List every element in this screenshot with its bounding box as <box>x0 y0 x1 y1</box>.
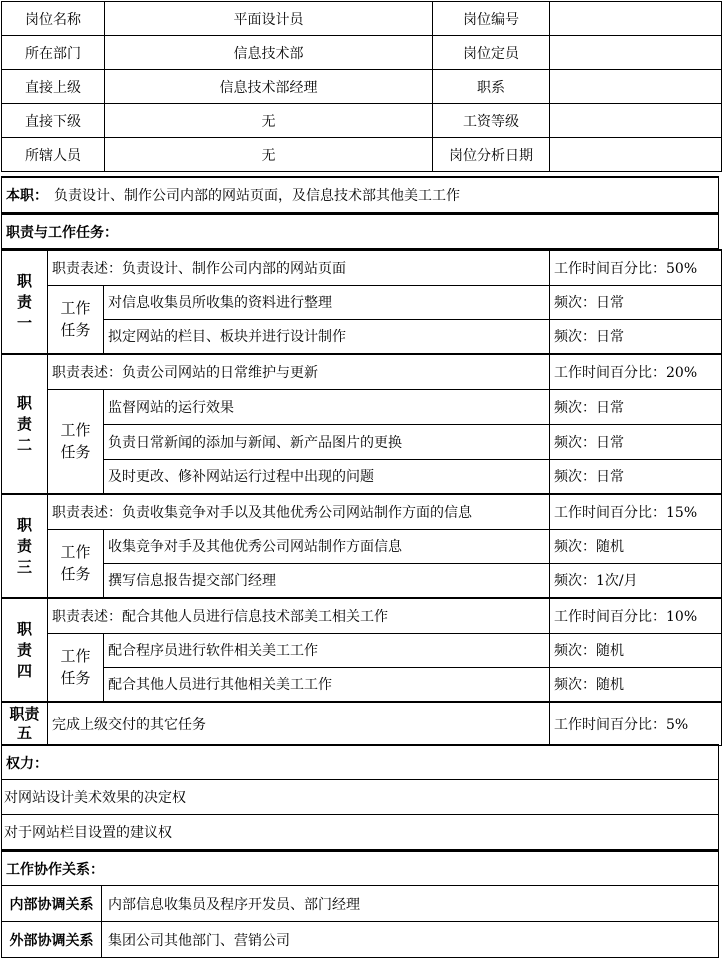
duty-3-label: 职 责 三 <box>2 494 48 598</box>
salary-grade-label: 工资等级 <box>433 104 550 138</box>
subordinate-value: 无 <box>105 104 433 138</box>
table-row <box>2 70 722 104</box>
table-row <box>2 2 722 36</box>
staff-label: 所辖人员 <box>2 138 105 172</box>
table-row <box>2 667 722 702</box>
headcount-value <box>550 36 722 70</box>
duty-4-task-2: 配合其他人员进行其他相关美工工作 <box>104 667 550 702</box>
duty-1-task-label: 工作 任务 <box>48 285 104 354</box>
internal-relations-row <box>1 886 719 922</box>
duty-4-desc: 职责表述：配合其他人员进行信息技术部美工相关工作 <box>48 598 550 633</box>
duty-2-task-3: 及时更改、修补网站运行过程中出现的问题 <box>104 459 550 494</box>
duties-heading-text: 职责与工作任务： <box>6 224 118 241</box>
subordinate-label: 直接下级 <box>2 104 105 138</box>
relations-heading <box>1 850 719 886</box>
internal-relations-text: 内部信息收集员及程序开发员、部门经理 <box>108 896 360 913</box>
table-row <box>2 138 722 172</box>
duty-2-label: 职 责 二 <box>2 354 48 494</box>
authority-item-1-text: 对网站设计美术效果的决定权 <box>4 790 186 806</box>
supervisor-value: 信息技术部经理 <box>105 70 433 104</box>
job-title-value: 平面设计员 <box>105 2 433 36</box>
job-title-label: 岗位名称 <box>2 2 105 36</box>
job-family-label: 职系 <box>433 70 550 104</box>
table-row <box>2 389 722 424</box>
duty-1-task-1-freq: 频次：日常 <box>550 285 722 319</box>
analysis-date-label: 岗位分析日期 <box>433 138 550 172</box>
duty-1-task-2: 拟定网站的栏目、板块并进行设计制作 <box>104 319 550 354</box>
duty-1-task-1: 对信息收集员所收集的资料进行整理 <box>104 285 550 319</box>
job-code-label: 岗位编号 <box>433 2 550 36</box>
duty-1-task-2-freq: 频次：日常 <box>550 319 722 354</box>
table-row <box>2 354 722 389</box>
table-row <box>2 598 722 633</box>
duty-2-pct: 工作时间百分比：20% <box>550 354 722 389</box>
duty-2-task-1: 监督网站的运行效果 <box>104 389 550 424</box>
duty-1-desc: 职责表述：负责设计、制作公司内部的网站页面 <box>48 250 550 285</box>
duty-2-task-3-freq: 频次：日常 <box>550 459 722 494</box>
job-summary-text: 负责设计、制作公司内部的网站页面，及信息技术部其他美工工作 <box>54 188 460 204</box>
duty-2-task-1-freq: 频次：日常 <box>550 389 722 424</box>
table-row <box>2 424 722 459</box>
duty-3-task-2-freq: 频次：1次/月 <box>550 563 722 598</box>
job-summary-label: 本职： <box>6 188 48 204</box>
duty-3-task-1-freq: 频次：随机 <box>550 529 722 563</box>
table-row <box>2 494 722 529</box>
duty-4-task-2-freq: 频次：随机 <box>550 667 722 702</box>
headcount-label: 岗位定员 <box>433 36 550 70</box>
authority-heading-text: 权力： <box>6 755 48 772</box>
authority-item-2 <box>1 815 719 850</box>
table-row <box>2 459 722 494</box>
table-row <box>2 36 722 70</box>
department-value: 信息技术部 <box>105 36 433 70</box>
table-row <box>2 104 722 138</box>
duty-3-task-2: 撰写信息报告提交部门经理 <box>104 563 550 598</box>
job-info-table <box>1 1 722 172</box>
duty-3-task-1: 收集竞争对手及其他优秀公司网站制作方面信息 <box>104 529 550 563</box>
table-row <box>2 285 722 319</box>
staff-value: 无 <box>105 138 433 172</box>
duty-3-pct: 工作时间百分比：15% <box>550 494 722 529</box>
table-row <box>2 250 722 285</box>
duty-4-label: 职 责 四 <box>2 598 48 702</box>
external-relations-text: 集团公司其他部门、营销公司 <box>108 932 290 949</box>
duty-1-pct: 工作时间百分比：50% <box>550 250 722 285</box>
table-row <box>2 563 722 598</box>
duty-2-task-2: 负责日常新闻的添加与新闻、新产品图片的更换 <box>104 424 550 459</box>
relations-heading-text: 工作协作关系： <box>6 861 104 878</box>
duty-2-desc: 职责表述：负责公司网站的日常维护与更新 <box>48 354 550 389</box>
duty-2-task-label: 工作 任务 <box>48 389 104 494</box>
duty-3-task-label: 工作 任务 <box>48 529 104 598</box>
duty-4-pct: 工作时间百分比：10% <box>550 598 722 633</box>
duty-1-label: 职 责 一 <box>2 250 48 354</box>
table-row <box>2 529 722 563</box>
authority-heading <box>1 744 719 780</box>
authority-item-2-text: 对于网站栏目设置的建议权 <box>4 825 172 841</box>
table-row <box>2 633 722 667</box>
duties-table <box>1 249 722 746</box>
duty-4-task-label: 工作 任务 <box>48 633 104 702</box>
job-code-value <box>550 2 722 36</box>
duty-5-label: 职责 五 <box>2 702 48 745</box>
duty-5-pct: 工作时间百分比：5% <box>550 702 722 745</box>
external-relations-row <box>1 922 719 958</box>
duty-4-task-1-freq: 频次：随机 <box>550 633 722 667</box>
duty-3-desc: 职责表述：负责收集竞争对手以及其他优秀公司网站制作方面的信息 <box>48 494 550 529</box>
job-summary <box>1 176 719 213</box>
duty-4-task-1: 配合程序员进行软件相关美工工作 <box>104 633 550 667</box>
duties-heading <box>1 213 719 249</box>
external-relations-label: 外部协调关系 <box>2 922 102 957</box>
authority-item-1 <box>1 780 719 815</box>
duty-2-task-2-freq: 频次：日常 <box>550 424 722 459</box>
table-row <box>2 702 722 745</box>
job-family-value <box>550 70 722 104</box>
salary-grade-value <box>550 104 722 138</box>
supervisor-label: 直接上级 <box>2 70 105 104</box>
table-row <box>2 319 722 354</box>
internal-relations-label: 内部协调关系 <box>2 886 102 921</box>
analysis-date-value <box>550 138 722 172</box>
department-label: 所在部门 <box>2 36 105 70</box>
duty-5-text: 完成上级交付的其它任务 <box>48 702 550 745</box>
